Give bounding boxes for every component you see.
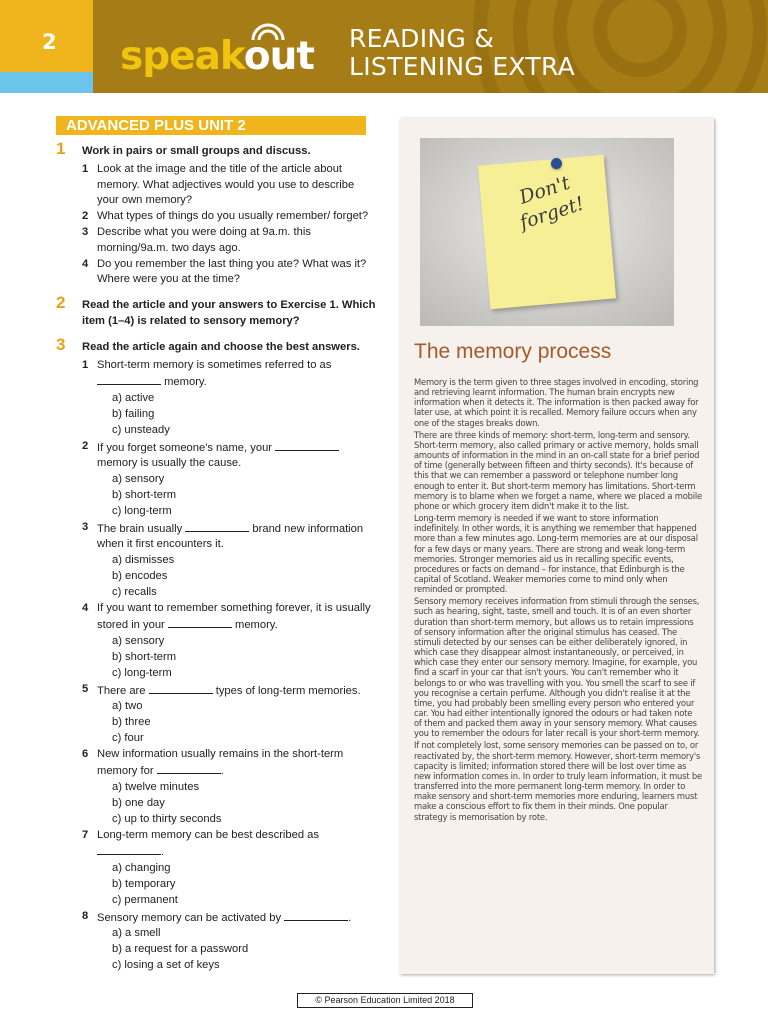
item-number: 1 xyxy=(82,358,89,371)
exercise-2 xyxy=(56,293,376,330)
question-item xyxy=(82,358,376,439)
question-text-before: If you forget someone's name, your xyxy=(97,441,276,454)
item-number: 7 xyxy=(82,828,89,841)
answer-option: a) two xyxy=(112,700,143,713)
discussion-question xyxy=(82,257,376,289)
answer-option: a) active xyxy=(112,392,155,405)
pushpin-icon xyxy=(551,158,562,169)
answer-option: a) changing xyxy=(112,862,171,875)
discussion-question xyxy=(82,225,376,257)
question-text-before: Sensory memory can be activated by xyxy=(97,911,285,924)
item-text: What types of things do you usually remember/ forget? xyxy=(97,210,369,223)
speakout-logo xyxy=(120,34,314,79)
answer-blank xyxy=(149,682,213,694)
article-paragraph: Long-term memory is needed if we want to store information indefinitely. In other words, it is anything we remember that happened more than a few minutes ago. Long-term memories are at our disposal for a few days or many years. There are strong and weak long-term memories. Stronger memories aid us in recalling specific events, procedures or facts on demand – for instance, that Edinburgh is the capital of Scotland. Weaker memories come to mind only when reminded or prompted. xyxy=(414,513,698,595)
page-number: 2 xyxy=(42,30,57,54)
answer-option: a) dismisses xyxy=(112,554,175,567)
item-text: Look at the image and the title of the article about memory. What adjectives would you use to describe your own memory? xyxy=(97,162,355,207)
answer-blank xyxy=(157,762,221,774)
question-item xyxy=(82,828,376,909)
item-text: Do you remember the last thing you ate? What was it? Where were you at the time? xyxy=(97,257,367,286)
question-text-after: . xyxy=(220,765,224,778)
question-text-after: . xyxy=(348,911,352,924)
exercise-1-items xyxy=(82,162,376,288)
answer-blank xyxy=(97,843,161,855)
answer-option: c) recalls xyxy=(112,585,157,598)
discussion-question xyxy=(82,209,376,225)
answer-blank xyxy=(185,520,249,532)
exercise-instruction: Work in pairs or small groups and discuss. xyxy=(82,145,311,157)
question-item xyxy=(82,520,376,601)
item-number: 4 xyxy=(82,601,89,614)
article-paragraph: Sensory memory receives information from stimuli through the senses, such as hearing, sight, taste, smell and touch. It is of an even shorter duration than short-term memory, but allows us to retain impressions of sensory information after the original stimulus has ceased. The stimuli detected by our senses can be either deliberately ignored, in which case they disappear almost instantaneously, or perceived, in which case they enter our sensory memory. Imagine, for example, you find a scarf in your car that isn't yours. You can't remember who it belongs to or who was travelling with you. You smell the scarf to see if you recognise a certain perfume. Although you didn't realise it at the time, you had probably been smelling every person who entered your car. You had either intentionally ignored the odours or had taken note of them and packed them away in your sensory memory. What causes you to remember the odours for later recall is your short-term memory. xyxy=(414,596,700,739)
question-item xyxy=(82,682,376,747)
answer-option: c) long-term xyxy=(112,666,172,679)
exercise-number: 2 xyxy=(56,293,66,313)
item-number: 8 xyxy=(82,909,89,922)
question-text-before: New information usually remains in the short-term memory for xyxy=(97,747,344,778)
question-item xyxy=(82,601,376,682)
page-number-block xyxy=(0,0,93,72)
answer-blank xyxy=(168,616,232,628)
answer-option: c) losing a set of keys xyxy=(112,959,220,972)
answer-option: c) four xyxy=(112,731,144,744)
exercises-column xyxy=(56,139,376,980)
exercise-instruction: Read the article again and choose the best answers. xyxy=(82,340,360,353)
question-text-before: The brain usually xyxy=(97,522,186,535)
exercise-number: 3 xyxy=(56,334,66,354)
item-text: Describe what you were doing at 9a.m. this morning/9a.m. two days ago. xyxy=(97,225,311,254)
exercise-number: 1 xyxy=(56,139,66,158)
answer-blank xyxy=(275,439,339,451)
answer-option: a) a smell xyxy=(112,927,161,940)
copyright-footer: © Pearson Education Limited 2018 xyxy=(297,993,473,1008)
question-text-before: If you want to remember something forever, it is usually stored in your xyxy=(97,601,371,632)
item-number: 5 xyxy=(82,682,89,695)
answer-blank xyxy=(284,909,348,921)
note-text: Don't forget! xyxy=(516,171,587,234)
question-item xyxy=(82,439,376,520)
question-text-after: brand new information when it first encounters it. xyxy=(97,522,364,551)
answer-blank xyxy=(97,373,161,385)
article-title: The memory process xyxy=(414,340,612,363)
header-title-line2: LISTENING EXTRA xyxy=(349,52,576,81)
logo-out: out xyxy=(243,34,314,79)
answer-option: c) long-term xyxy=(112,504,172,517)
answer-option: b) temporary xyxy=(112,878,176,891)
question-text-after: memory is usually the cause. xyxy=(97,457,242,470)
item-number: 3 xyxy=(82,520,89,533)
answer-option: c) up to thirty seconds xyxy=(112,812,222,825)
logo-speak: speak xyxy=(120,34,244,79)
header-title-line1: READING & xyxy=(349,24,495,53)
question-text-after: . xyxy=(161,846,165,859)
unit-banner: ADVANCED PLUS UNIT 2 xyxy=(56,116,366,135)
item-number: 2 xyxy=(82,210,89,223)
question-item xyxy=(82,747,376,828)
answer-option: b) one day xyxy=(112,797,165,810)
answer-option: a) sensory xyxy=(112,473,165,486)
answer-option: b) three xyxy=(112,716,151,729)
question-text-after: types of long-term memories. xyxy=(212,684,361,697)
sticky-note-icon xyxy=(478,155,616,309)
question-text-before: There are xyxy=(97,684,149,697)
exercise-instruction: Read the article and your answers to Exercise 1. Which item (1–4) is related to sensory memory? xyxy=(82,299,376,327)
discussion-question xyxy=(82,162,376,209)
question-text-after: memory. xyxy=(231,619,278,632)
question-text-before: Short-term memory is sometimes referred to as xyxy=(97,358,332,371)
answer-option: b) short-term xyxy=(112,488,177,501)
answer-option: c) permanent xyxy=(112,893,178,906)
answer-option: b) a request for a password xyxy=(112,943,249,956)
answer-option: b) short-term xyxy=(112,650,177,663)
article-paragraph: Memory is the term given to three stages involved in encoding, storing and retrieving learnt information. The human brain encrypts new information when it detects it. The information is then packed away for later use, at which point it is recalled. Memory failure occurs when any one of the stages breaks down. xyxy=(414,377,699,428)
item-number: 6 xyxy=(82,747,89,760)
item-number: 4 xyxy=(82,257,89,270)
article-body xyxy=(414,377,702,824)
question-text-before: Long-term memory can be best described as xyxy=(97,828,319,841)
question-item xyxy=(82,909,376,974)
answer-option: a) sensory xyxy=(112,635,165,648)
exercise-1 xyxy=(56,139,376,288)
article-paragraph: If not completely lost, some sensory memories can be passed on to, or reactivated by, the short-term memory. However, short-term memory's capacity is limited; information stored there will be lost over time as new information comes in. In order to truly learn information, it must be transferred into the more permanent long-term memory. In order to make sensory and short-term memories more enduring, learners must make a conscious effort to fix them in their minds. One popular strategy is memorisation by rote. xyxy=(414,740,702,822)
accent-strip xyxy=(0,72,93,93)
item-number: 2 xyxy=(82,439,89,452)
exercise-3-items xyxy=(82,358,376,974)
exercise-3 xyxy=(56,334,376,974)
answer-option: c) unsteady xyxy=(112,423,170,436)
answer-option: b) encodes xyxy=(112,569,168,582)
article-paragraph: There are three kinds of memory: short-term, long-term and sensory. Short-term memory, also called primary or active memory, holds small amounts of information in the mind in an on-call state for a brief period of time (generally between fifteen and thirty seconds). It's because of this that we can remember a password or telephone number long enough to enter it. But short-term memory has limitations. Short-term memory is to blame when we forget a name, where we placed a mobile phone or which grocery item didn't make it to the list. xyxy=(414,429,702,511)
item-number: 1 xyxy=(82,162,89,175)
answer-option: b) failing xyxy=(112,407,155,420)
header-title xyxy=(349,25,575,81)
answer-option: a) twelve minutes xyxy=(112,781,200,794)
question-text-after: memory. xyxy=(161,376,207,389)
item-number: 3 xyxy=(82,225,89,238)
